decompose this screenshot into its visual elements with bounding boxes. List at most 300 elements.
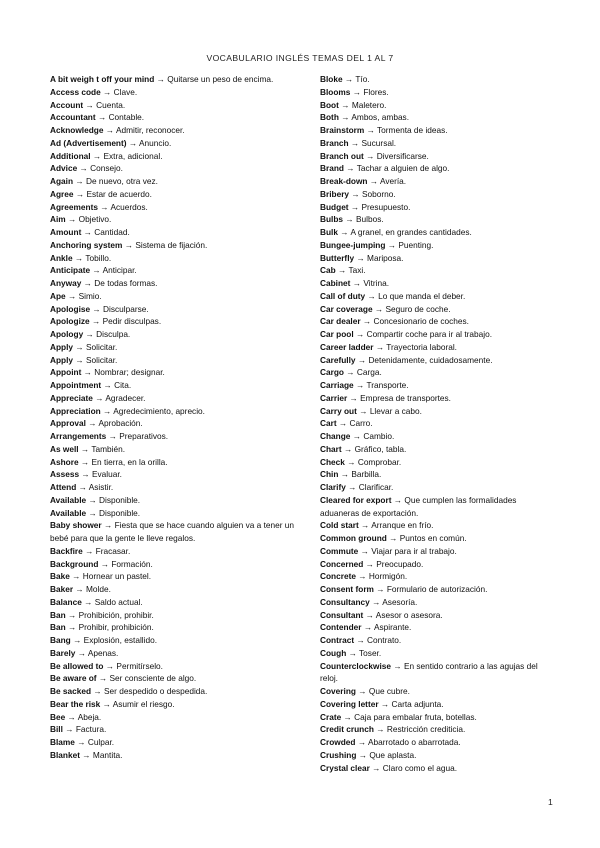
vocabulary-definition: Transporte. (366, 380, 409, 390)
vocabulary-term: Car coverage (320, 303, 373, 314)
vocabulary-entry (320, 736, 552, 749)
vocabulary-definition: Lo que manda el deber. (378, 290, 466, 301)
arrow-icon: → (68, 609, 77, 620)
vocabulary-definition: A granel, en grandes cantidades. (350, 227, 472, 237)
vocabulary-definition: Disculpa. (96, 329, 131, 339)
vocabulary-definition: Vitrina. (363, 278, 390, 288)
vocabulary-entry (320, 175, 552, 188)
vocabulary-term: Access code (50, 86, 101, 97)
arrow-icon: → (88, 494, 97, 505)
vocabulary-definition: Bulbos. (355, 214, 384, 225)
vocabulary-term: Attend (50, 482, 77, 492)
arrow-icon: → (75, 354, 84, 365)
vocabulary-definition: Nombrar; designar. (94, 367, 165, 378)
vocabulary-definition: Asumir el riesgo. (112, 698, 175, 709)
arrow-icon: → (88, 507, 97, 518)
arrow-icon: → (79, 163, 88, 174)
vocabulary-definition: Asistir. (88, 482, 114, 492)
vocabulary-entry (320, 456, 552, 469)
vocabulary-term: Crate (320, 711, 342, 722)
vocabulary-definition: Acuerdos. (110, 201, 148, 212)
arrow-icon: → (374, 303, 384, 314)
arrow-icon: → (345, 214, 354, 225)
vocabulary-definition: Abeja. (77, 711, 102, 722)
vocabulary-entry (50, 443, 308, 456)
vocabulary-entry (50, 213, 308, 226)
arrow-icon: → (102, 698, 111, 709)
vocabulary-definition: Anticipar. (102, 265, 137, 276)
vocabulary-entry (320, 647, 552, 660)
vocabulary-entry (50, 99, 308, 112)
vocabulary-term: Credit crunch (320, 724, 374, 735)
arrow-icon: → (358, 571, 367, 582)
arrow-icon: → (387, 239, 397, 250)
vocabulary-entry (320, 468, 552, 481)
vocabulary-entry (50, 558, 308, 571)
vocabulary-term: Cart (320, 418, 337, 429)
vocabulary-term: Be allowed to (50, 660, 104, 671)
vocabulary-entry (50, 188, 308, 201)
arrow-icon: → (93, 686, 102, 696)
vocabulary-entry (50, 494, 308, 507)
vocabulary-definition: Quitarse un peso de encima. (167, 74, 274, 84)
vocabulary-entry (50, 175, 308, 188)
arrow-icon: → (68, 290, 77, 301)
vocabulary-definition: Soborno. (361, 188, 396, 199)
vocabulary-definition: De nuevo, otra vez. (85, 176, 158, 186)
arrow-icon: → (72, 571, 81, 582)
vocabulary-term: Consultant (320, 609, 364, 620)
arrow-icon: → (350, 201, 360, 212)
arrow-icon: → (393, 494, 403, 505)
arrow-icon: → (85, 545, 94, 556)
vocabulary-entry (50, 711, 308, 724)
arrow-icon: → (100, 558, 110, 569)
arrow-icon: → (359, 405, 368, 416)
vocabulary-term: Barely (50, 647, 76, 658)
vocabulary-entry (320, 545, 552, 558)
arrow-icon: → (83, 367, 92, 378)
vocabulary-term: Chin (320, 469, 339, 480)
vocabulary-term: Apologize (50, 316, 90, 327)
arrow-icon: → (84, 596, 93, 607)
vocabulary-entry (50, 417, 308, 430)
vocabulary-definition: Preocupado. (376, 558, 424, 569)
vocabulary-entry (320, 252, 552, 265)
vocabulary-term: Background (50, 558, 99, 569)
vocabulary-definition: Abarrotado o abarrotada. (367, 737, 461, 747)
arrow-icon: → (351, 188, 360, 199)
vocabulary-entry (320, 188, 552, 201)
vocabulary-entry (320, 303, 552, 316)
arrow-icon: → (363, 622, 373, 633)
arrow-icon: → (77, 737, 86, 747)
vocabulary-definition: Llevar a cabo. (369, 405, 422, 416)
vocabulary-definition: Contrato. (367, 635, 402, 645)
vocabulary-term: Budget (320, 201, 349, 212)
arrow-icon: → (91, 316, 101, 327)
vocabulary-term: Apology (50, 329, 84, 339)
vocabulary-entry (320, 86, 552, 99)
vocabulary-term: Available (50, 494, 87, 505)
vocabulary-term: Both (320, 112, 339, 123)
vocabulary-term: Boot (320, 99, 339, 110)
vocabulary-entry (320, 762, 552, 775)
arrow-icon: → (83, 278, 92, 288)
arrow-icon: → (105, 660, 115, 671)
vocabulary-definition: Que aplasta. (369, 749, 417, 760)
vocabulary-term: Call of duty (320, 290, 366, 301)
arrow-icon: → (341, 99, 350, 110)
arrow-icon: → (88, 418, 97, 429)
arrow-icon: → (68, 622, 77, 633)
vocabulary-term: Bungee-jumping (320, 239, 386, 250)
arrow-icon: → (338, 265, 347, 276)
arrow-icon: → (156, 74, 165, 84)
vocabulary-term: Cough (320, 647, 347, 658)
arrow-icon: → (105, 125, 115, 135)
arrow-icon: → (97, 112, 107, 123)
arrow-icon: → (366, 150, 375, 161)
vocabulary-definition: Disculparse. (103, 303, 149, 314)
vocabulary-definition: Que cubre. (368, 686, 410, 696)
vocabulary-definition: Comprobar. (357, 456, 402, 467)
vocabulary-term: Check (320, 456, 345, 467)
vocabulary-entry (50, 73, 308, 86)
vocabulary-entry (50, 354, 308, 367)
vocabulary-entry (320, 417, 552, 430)
vocabulary-definition: Trayectoria laboral. (386, 341, 457, 352)
vocabulary-term: Contract (320, 635, 355, 645)
arrow-icon: → (347, 456, 356, 467)
vocabulary-entry (50, 456, 308, 469)
vocabulary-term: As well (50, 443, 79, 454)
vocabulary-term: Carefully (320, 354, 356, 365)
vocabulary-entry (320, 494, 552, 520)
vocabulary-entry (320, 443, 552, 456)
vocabulary-definition: Ser despedido o despedida. (103, 686, 208, 696)
vocabulary-entry (320, 621, 552, 634)
vocabulary-entry (50, 685, 308, 698)
vocabulary-definition: Simio. (78, 290, 102, 301)
vocabulary-definition: Compartir coche para ir al trabajo. (366, 329, 493, 339)
vocabulary-term: Apologise (50, 303, 91, 314)
vocabulary-definition: Permitírselo. (116, 660, 163, 671)
vocabulary-entry (320, 609, 552, 622)
arrow-icon: → (340, 469, 350, 480)
vocabulary-definition: Que cumplen las formalidades aduaneras de exportación. (320, 494, 517, 518)
vocabulary-definition: Viajar para ir al trabajo. (371, 545, 457, 556)
vocabulary-entry (320, 315, 552, 328)
vocabulary-entry (50, 303, 308, 316)
arrow-icon: → (365, 558, 374, 569)
vocabulary-entry (50, 392, 308, 405)
vocabulary-term: Covering letter (320, 698, 379, 709)
arrow-icon: → (352, 86, 362, 97)
vocabulary-term: Crystal clear (320, 762, 370, 773)
vocabulary-entry (320, 570, 552, 583)
vocabulary-entry (320, 711, 552, 724)
arrow-icon: → (108, 431, 117, 441)
arrow-icon: → (341, 112, 350, 123)
vocabulary-term: Ban (50, 609, 66, 620)
vocabulary-entry (320, 634, 552, 647)
vocabulary-term: Be aware of (50, 673, 97, 684)
vocabulary-definition: Caja para embalar fruta, botellas. (354, 711, 477, 722)
vocabulary-definition: Disponible. (99, 494, 141, 505)
arrow-icon: → (343, 711, 352, 722)
vocabulary-entry (320, 685, 552, 698)
vocabulary-definition: Claro como el agua. (382, 762, 458, 773)
vocabulary-definition: Clarificar. (358, 482, 394, 492)
vocabulary-entry (320, 290, 552, 303)
vocabulary-definition: Solicitar. (85, 354, 118, 365)
vocabulary-term: Be sacked (50, 686, 92, 696)
arrow-icon: → (103, 380, 112, 390)
vocabulary-entry (320, 366, 552, 379)
vocabulary-term: Assess (50, 469, 80, 480)
arrow-icon: → (85, 99, 94, 110)
vocabulary-term: Break-down (320, 176, 368, 186)
arrow-icon: → (100, 201, 109, 212)
vocabulary-definition: Tío. (355, 74, 370, 84)
vocabulary-definition: Contable. (108, 112, 145, 123)
vocabulary-term: Branch (320, 137, 349, 148)
vocabulary-definition: Formulario de autorización. (386, 584, 488, 594)
vocabulary-entry (320, 201, 552, 214)
vocabulary-entry (50, 570, 308, 583)
vocabulary-entry (320, 328, 552, 341)
vocabulary-entry (50, 379, 308, 392)
arrow-icon: → (389, 533, 398, 543)
vocabulary-term: A bit weigh t off your mind (50, 74, 155, 84)
vocabulary-entry (50, 634, 308, 647)
vocabulary-term: Carrier (320, 392, 348, 403)
arrow-icon: → (67, 711, 76, 722)
arrow-icon: → (352, 431, 362, 441)
vocabulary-entry (320, 264, 552, 277)
vocabulary-definition: Gráfico, tabla. (354, 443, 407, 454)
vocabulary-term: Contender (320, 622, 362, 633)
arrow-icon: → (82, 749, 91, 760)
vocabulary-entry (50, 239, 308, 252)
vocabulary-entry (50, 430, 308, 443)
vocabulary-term: Additional (50, 150, 91, 161)
vocabulary-term: Commute (320, 545, 359, 556)
vocabulary-definition: Presupuesto. (361, 201, 411, 212)
vocabulary-definition: De todas formas. (94, 278, 158, 288)
vocabulary-definition: Prohibir, prohibición. (78, 622, 154, 633)
vocabulary-definition: Restricción crediticia. (386, 724, 466, 735)
vocabulary-term: Agree (50, 188, 74, 199)
vocabulary-column-left (50, 73, 308, 762)
vocabulary-term: Chart (320, 443, 342, 454)
arrow-icon: → (348, 647, 357, 658)
vocabulary-term: Car dealer (320, 316, 361, 327)
vocabulary-term: Crowded (320, 737, 356, 747)
arrow-icon: → (83, 227, 92, 237)
page-title: VOCABULARIO INGLÉS TEMAS DEL 1 AL 7 (206, 53, 394, 63)
vocabulary-term: Appreciation (50, 405, 101, 416)
vocabulary-definition: Fiesta que se hace cuando alguien va a tener un bebé para que la gente le lleve regalos. (50, 520, 295, 543)
vocabulary-definition: Mariposa. (367, 252, 404, 263)
vocabulary-entry (320, 226, 552, 239)
vocabulary-definition: Barbilla. (351, 469, 382, 480)
arrow-icon: → (81, 469, 90, 480)
vocabulary-term: Blanket (50, 749, 80, 760)
vocabulary-term: Accountant (50, 112, 96, 123)
vocabulary-entry (320, 723, 552, 736)
arrow-icon: → (349, 392, 358, 403)
vocabulary-term: Covering (320, 686, 356, 696)
vocabulary-term: Ashore (50, 456, 79, 467)
vocabulary-term: Appreciate (50, 392, 93, 403)
arrow-icon: → (356, 252, 365, 263)
vocabulary-entry (50, 698, 308, 711)
vocabulary-term: Concrete (320, 571, 356, 582)
vocabulary-entry (50, 481, 308, 494)
vocabulary-entry (320, 698, 552, 711)
vocabulary-term: Account (50, 99, 84, 110)
vocabulary-term: Cleared for export (320, 494, 392, 505)
vocabulary-definition: Objetivo. (78, 214, 112, 225)
vocabulary-term: Aim (50, 214, 66, 225)
vocabulary-definition: Detenidamente, cuidadosamente. (368, 354, 493, 365)
vocabulary-term: Clarify (320, 482, 346, 492)
arrow-icon: → (357, 737, 367, 747)
vocabulary-definition: Ambos, ambas. (351, 112, 410, 123)
vocabulary-definition: Mantita. (92, 749, 123, 760)
arrow-icon: → (376, 724, 385, 735)
vocabulary-term: Agreements (50, 201, 98, 212)
arrow-icon: → (361, 520, 370, 531)
vocabulary-entry (320, 430, 552, 443)
arrow-icon: → (362, 316, 372, 327)
page-number: 1 (548, 797, 553, 807)
arrow-icon: → (352, 278, 362, 288)
vocabulary-definition: Toser. (359, 647, 382, 658)
arrow-icon: → (98, 673, 108, 684)
arrow-icon: → (92, 150, 102, 161)
vocabulary-term: Consultancy (320, 596, 370, 607)
arrow-icon: → (103, 405, 112, 416)
arrow-icon: → (103, 86, 112, 97)
vocabulary-entry (320, 213, 552, 226)
vocabulary-term: Ankle (50, 252, 73, 263)
vocabulary-column-right (320, 73, 552, 774)
arrow-icon: → (375, 341, 385, 352)
arrow-icon: → (74, 252, 84, 263)
vocabulary-definition: Evaluar. (92, 469, 122, 480)
vocabulary-entry (50, 277, 308, 290)
vocabulary-entry (320, 583, 552, 596)
vocabulary-definition: Explosión, estallido. (83, 635, 158, 645)
vocabulary-entry (50, 162, 308, 175)
vocabulary-term: Bulbs (320, 214, 344, 225)
vocabulary-definition: Agredecimiento, aprecio. (113, 405, 205, 416)
vocabulary-entry (320, 354, 552, 367)
vocabulary-term: Concerned (320, 558, 364, 569)
vocabulary-term: Career ladder (320, 341, 374, 352)
arrow-icon: → (346, 367, 355, 378)
vocabulary-entry (50, 723, 308, 736)
vocabulary-term: Bake (50, 571, 70, 582)
vocabulary-term: Baby shower (50, 520, 102, 531)
arrow-icon: → (124, 239, 133, 250)
vocabulary-entry (320, 341, 552, 354)
vocabulary-term: Counterclockwise (320, 660, 392, 671)
vocabulary-definition: Consejo. (90, 163, 123, 174)
arrow-icon: → (360, 545, 369, 556)
arrow-icon: → (80, 443, 90, 454)
vocabulary-entry (320, 558, 552, 571)
vocabulary-definition: Hormigón. (368, 571, 408, 582)
vocabulary-entry (50, 405, 308, 418)
vocabulary-entry (320, 162, 552, 175)
vocabulary-definition: Tachar a alguien de algo. (356, 163, 450, 174)
vocabulary-entry (50, 596, 308, 609)
vocabulary-term: Bloke (320, 74, 343, 84)
vocabulary-term: Again (50, 176, 74, 186)
vocabulary-definition: También. (91, 443, 126, 454)
vocabulary-term: Brainstorm (320, 125, 365, 135)
vocabulary-entry (320, 99, 552, 112)
vocabulary-entry (320, 73, 552, 86)
vocabulary-term: Ad (Advertisement) (50, 137, 127, 148)
arrow-icon: → (355, 329, 365, 339)
vocabulary-definition: Formación. (111, 558, 153, 569)
vocabulary-term: Change (320, 431, 351, 441)
vocabulary-definition: Asesoría. (382, 596, 418, 607)
vocabulary-entry (50, 621, 308, 634)
vocabulary-entry (50, 226, 308, 239)
arrow-icon: → (376, 584, 385, 594)
arrow-icon: → (358, 686, 367, 696)
vocabulary-term: Carry out (320, 405, 357, 416)
vocabulary-definition: Asesor o asesora. (375, 609, 443, 620)
vocabulary-entry (320, 137, 552, 150)
vocabulary-definition: Admitir, reconocer. (115, 125, 185, 135)
vocabulary-term: Baker (50, 584, 74, 594)
vocabulary-term: Car pool (320, 329, 354, 339)
vocabulary-term: Brand (320, 163, 344, 174)
vocabulary-definition: Disponible. (99, 507, 141, 518)
vocabulary-term: Acknowledge (50, 125, 104, 135)
vocabulary-definition: Hornear un pastel. (82, 571, 152, 582)
vocabulary-definition: Saldo actual. (94, 596, 143, 607)
vocabulary-term: Cargo (320, 367, 344, 378)
vocabulary-entry (50, 201, 308, 214)
vocabulary-term: Ape (50, 290, 66, 301)
vocabulary-entry (50, 86, 308, 99)
vocabulary-term: Consent form (320, 584, 374, 594)
vocabulary-term: Common ground (320, 533, 387, 543)
arrow-icon: → (340, 227, 349, 237)
arrow-icon: → (75, 188, 85, 199)
vocabulary-entry (320, 111, 552, 124)
vocabulary-entry (320, 481, 552, 494)
arrow-icon: → (358, 749, 368, 760)
vocabulary-definition: Empresa de transportes. (360, 392, 451, 403)
vocabulary-entry (50, 341, 308, 354)
vocabulary-definition: Clave. (113, 86, 138, 97)
vocabulary-term: Bribery (320, 188, 350, 199)
vocabulary-definition: Anuncio. (139, 137, 172, 148)
vocabulary-term: Available (50, 507, 87, 518)
vocabulary-term: Appoint (50, 367, 82, 378)
vocabulary-entry (50, 264, 308, 277)
vocabulary-definition: Agradecer. (105, 392, 146, 403)
